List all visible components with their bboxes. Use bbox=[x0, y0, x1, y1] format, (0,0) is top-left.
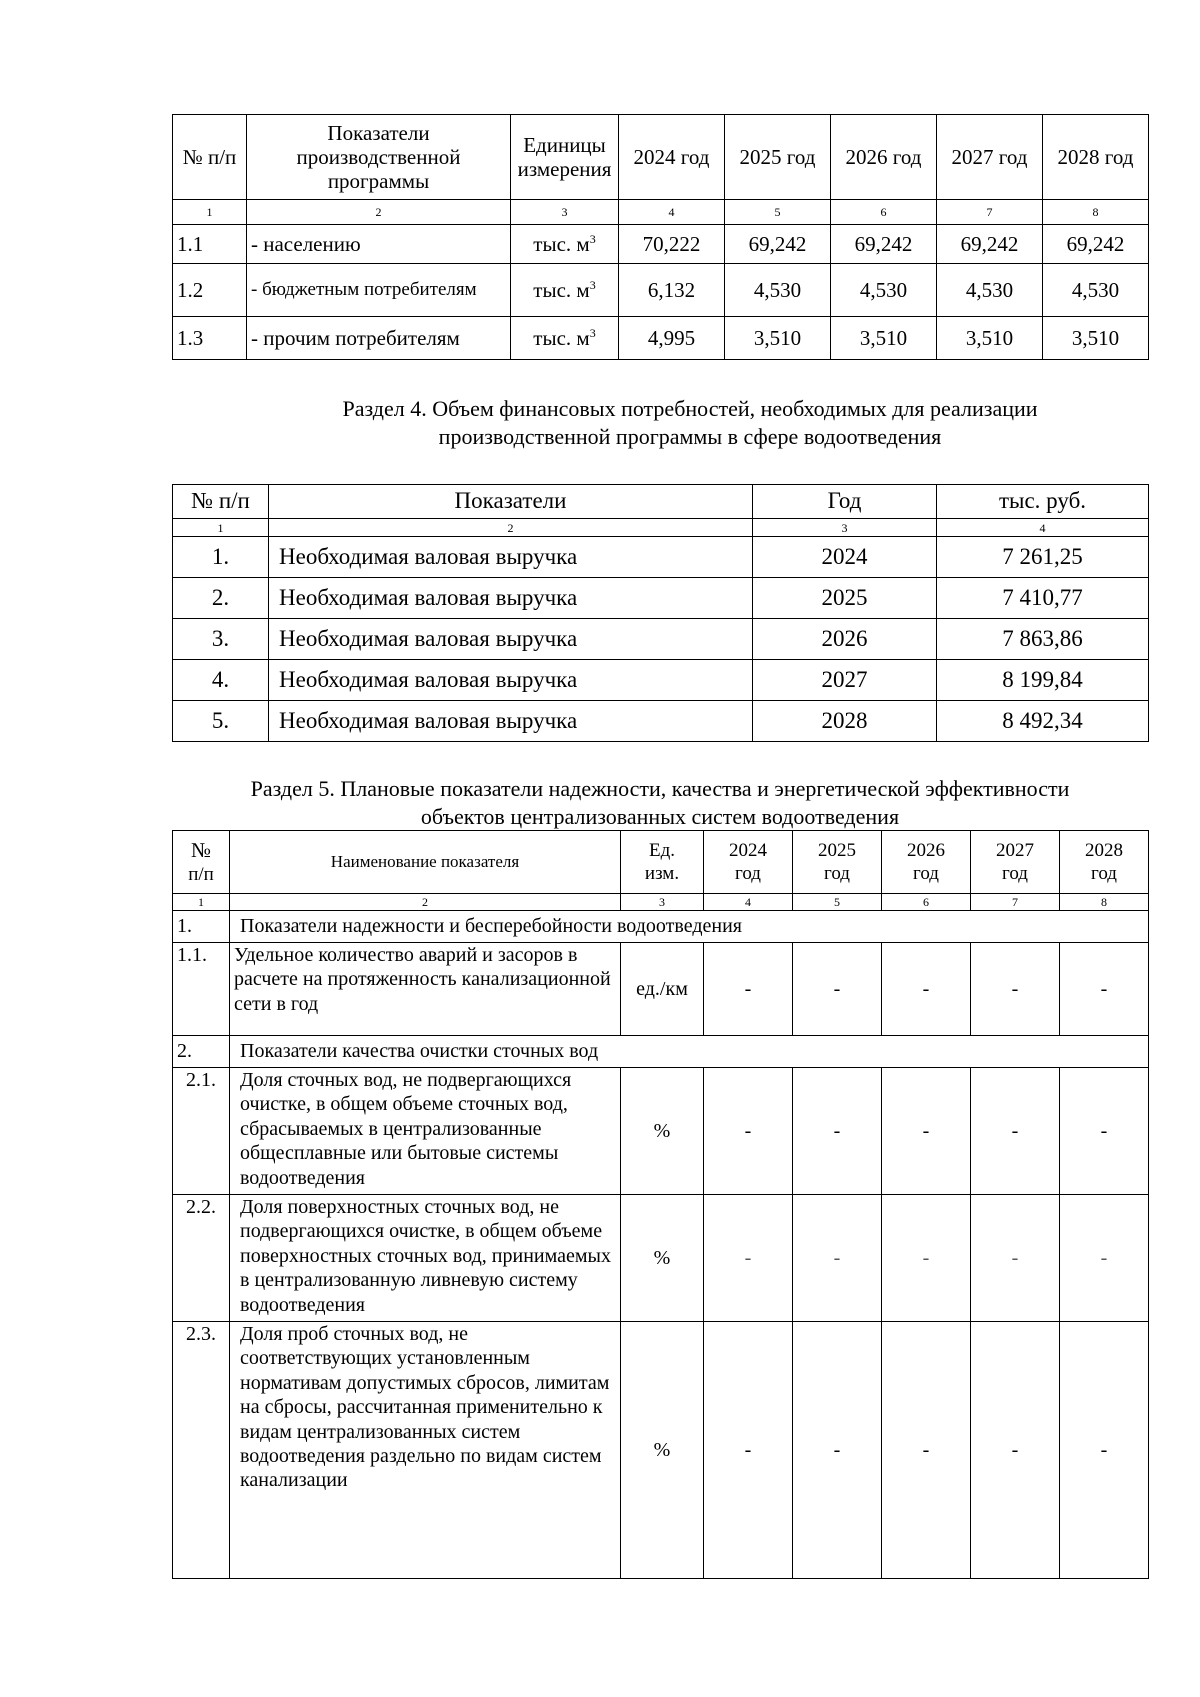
row-unit: тыс. $м^3$ bbox=[511, 264, 619, 317]
column-number: 8 bbox=[1060, 894, 1149, 911]
row-value: - bbox=[882, 1195, 971, 1322]
row-number: 4. bbox=[173, 660, 269, 701]
row-value: 4,530 bbox=[831, 264, 937, 317]
row-value: - bbox=[793, 1068, 882, 1195]
table-header-row bbox=[173, 485, 1149, 519]
header-year: 2025 год bbox=[725, 115, 831, 200]
row-name: Доля сточных вод, не подвергающихся очистке, в общем объеме сточных вод, сбрасываемых в централизованные общесплавные или бытовые системы водоотведения bbox=[230, 1068, 621, 1195]
row-number: 2.3. bbox=[173, 1322, 230, 1579]
reliability-indicators-table bbox=[172, 830, 1149, 1579]
header-year: 2025 год bbox=[793, 831, 882, 894]
header-indicator: Показатели производственной программы bbox=[247, 115, 511, 200]
row-number: 5. bbox=[173, 701, 269, 742]
row-value: 4,530 bbox=[725, 264, 831, 317]
section-5-title-line1: Раздел 5. Плановые показатели надежности, качества и энергетической эффективности bbox=[250, 776, 1070, 801]
header-year: Год bbox=[753, 485, 937, 519]
row-value: 69,242 bbox=[1043, 225, 1149, 264]
row-value: - bbox=[704, 1068, 793, 1195]
table-row bbox=[173, 1195, 1149, 1322]
row-value: - bbox=[704, 1322, 793, 1579]
row-year: 2028 bbox=[753, 701, 937, 742]
header-no: № п/п bbox=[173, 485, 269, 519]
header-unit: Ед. изм. bbox=[621, 831, 704, 894]
row-value: 70,222 bbox=[619, 225, 725, 264]
group-title: Показатели качества очистки сточных вод bbox=[230, 1036, 1149, 1068]
group-title: Показатели надежности и бесперебойности водоотведения bbox=[230, 911, 1149, 943]
group-row bbox=[173, 1036, 1149, 1068]
row-value: 4,530 bbox=[1043, 264, 1149, 317]
column-number: 5 bbox=[725, 200, 831, 225]
row-value: 4,530 bbox=[937, 264, 1043, 317]
table-row bbox=[173, 264, 1149, 317]
row-value: 69,242 bbox=[831, 225, 937, 264]
row-unit: % bbox=[621, 1068, 704, 1195]
row-unit: % bbox=[621, 1195, 704, 1322]
row-number: 2.2. bbox=[173, 1195, 230, 1322]
row-number: 1.2 bbox=[173, 264, 247, 317]
header-year: 2026 год bbox=[831, 115, 937, 200]
table-row bbox=[173, 578, 1149, 619]
table-row bbox=[173, 225, 1149, 264]
header-year: 2026 год bbox=[882, 831, 971, 894]
column-number: 6 bbox=[831, 200, 937, 225]
column-number: 5 bbox=[793, 894, 882, 911]
row-name: Необходимая валовая выручка bbox=[269, 701, 753, 742]
column-number-row bbox=[173, 200, 1149, 225]
table-row bbox=[173, 317, 1149, 360]
table-row bbox=[173, 1068, 1149, 1195]
header-year: 2028 год bbox=[1060, 831, 1149, 894]
row-value: 7 261,25 bbox=[937, 537, 1149, 578]
header-unit: Единицы измерения bbox=[511, 115, 619, 200]
row-number: 1. bbox=[173, 537, 269, 578]
row-value: - bbox=[1060, 1322, 1149, 1579]
section-5-title-line2: объектов централизованных систем водоотведения bbox=[420, 804, 900, 829]
row-value: - bbox=[704, 1195, 793, 1322]
row-value: - bbox=[971, 1068, 1060, 1195]
table-row bbox=[173, 701, 1149, 742]
table-row bbox=[173, 660, 1149, 701]
row-number: 2. bbox=[173, 578, 269, 619]
row-year: 2027 bbox=[753, 660, 937, 701]
row-value: - bbox=[971, 1322, 1060, 1579]
row-value: - bbox=[882, 1068, 971, 1195]
column-number: 4 bbox=[619, 200, 725, 225]
column-number: 1 bbox=[173, 200, 247, 225]
row-value: - bbox=[971, 1195, 1060, 1322]
table-row bbox=[173, 1322, 1149, 1579]
header-year: 2027 год bbox=[937, 115, 1043, 200]
row-name: - прочим потребителям bbox=[247, 317, 511, 360]
row-value: - bbox=[1060, 943, 1149, 1036]
financial-needs-table bbox=[172, 484, 1149, 742]
row-name: Необходимая валовая выручка bbox=[269, 660, 753, 701]
row-value: - bbox=[1060, 1068, 1149, 1195]
row-number: 2.1. bbox=[173, 1068, 230, 1195]
header-no: № п/п bbox=[173, 831, 230, 894]
row-value: 3,510 bbox=[1043, 317, 1149, 360]
row-name: Необходимая валовая выручка bbox=[269, 537, 753, 578]
row-year: 2024 bbox=[753, 537, 937, 578]
row-unit: тыс. $м^3$ bbox=[511, 225, 619, 264]
header-indicators: Показатели bbox=[269, 485, 753, 519]
row-unit: ед./км bbox=[621, 943, 704, 1036]
table-header-row bbox=[173, 115, 1149, 200]
row-number: 1.1 bbox=[173, 225, 247, 264]
row-value: 4,995 bbox=[619, 317, 725, 360]
section-4-title bbox=[190, 395, 1190, 451]
table-header-row bbox=[173, 831, 1149, 894]
row-name: - населению bbox=[247, 225, 511, 264]
row-number: 1.1. bbox=[173, 943, 230, 1036]
row-year: 2026 bbox=[753, 619, 937, 660]
column-number: 1 bbox=[173, 519, 269, 537]
row-value: 69,242 bbox=[937, 225, 1043, 264]
row-unit: % bbox=[621, 1322, 704, 1579]
header-year: 2027 год bbox=[971, 831, 1060, 894]
row-value: 3,510 bbox=[725, 317, 831, 360]
row-value: 7 410,77 bbox=[937, 578, 1149, 619]
row-value: 8 492,34 bbox=[937, 701, 1149, 742]
header-no: № п/п bbox=[173, 115, 247, 200]
row-value: - bbox=[882, 943, 971, 1036]
header-year: 2024 год bbox=[704, 831, 793, 894]
table-row bbox=[173, 943, 1149, 1036]
row-value: - bbox=[704, 943, 793, 1036]
row-year: 2025 bbox=[753, 578, 937, 619]
column-number-row bbox=[173, 519, 1149, 537]
column-number: 7 bbox=[971, 894, 1060, 911]
header-year: 2024 год bbox=[619, 115, 725, 200]
row-value: 3,510 bbox=[937, 317, 1043, 360]
column-number-row bbox=[173, 894, 1149, 911]
section-4-title-line1: Раздел 4. Объем финансовых потребностей, необходимых для реализации bbox=[342, 396, 1038, 421]
row-name: Необходимая валовая выручка bbox=[269, 578, 753, 619]
row-name: Необходимая валовая выручка bbox=[269, 619, 753, 660]
table-row bbox=[173, 619, 1149, 660]
column-number: 4 bbox=[937, 519, 1149, 537]
row-value: 69,242 bbox=[725, 225, 831, 264]
column-number: 1 bbox=[173, 894, 230, 911]
row-value: - bbox=[1060, 1195, 1149, 1322]
section-4-title-line2: производственной программы в сфере водоотведения bbox=[438, 424, 942, 449]
column-number: 6 bbox=[882, 894, 971, 911]
section-5-title bbox=[172, 775, 1148, 831]
row-name: Удельное количество аварий и засоров в расчете на протяженность канализационной сети в год bbox=[230, 943, 621, 1036]
row-value: - bbox=[971, 943, 1060, 1036]
row-value: - bbox=[882, 1322, 971, 1579]
row-name: - бюджетным потребителям bbox=[247, 264, 511, 317]
row-value: 6,132 bbox=[619, 264, 725, 317]
column-number: 3 bbox=[753, 519, 937, 537]
column-number: 2 bbox=[230, 894, 621, 911]
row-number: 1.3 bbox=[173, 317, 247, 360]
group-number: 2. bbox=[173, 1036, 230, 1068]
header-indicator-name: Наименование показателя bbox=[230, 831, 621, 894]
row-name: Доля проб сточных вод, не соответствующих установленным нормативам допустимых сбросов, лимитам на сбросы, рассчитанная применительно к видам централизованных систем водоотведения раздельно по видам систем канализации bbox=[230, 1322, 621, 1579]
row-value: 7 863,86 bbox=[937, 619, 1149, 660]
production-program-table bbox=[172, 114, 1149, 360]
column-number: 3 bbox=[621, 894, 704, 911]
row-name: Доля поверхностных сточных вод, не подвергающихся очистке, в общем объеме поверхностных сточных вод, принимаемых в централизованную ливневую систему водоотведения bbox=[230, 1195, 621, 1322]
row-value: - bbox=[793, 943, 882, 1036]
group-row bbox=[173, 911, 1149, 943]
column-number: 7 bbox=[937, 200, 1043, 225]
row-value: 3,510 bbox=[831, 317, 937, 360]
group-number: 1. bbox=[173, 911, 230, 943]
table-row bbox=[173, 537, 1149, 578]
column-number: 2 bbox=[269, 519, 753, 537]
row-value: - bbox=[793, 1322, 882, 1579]
header-amount: тыс. руб. bbox=[937, 485, 1149, 519]
header-year: 2028 год bbox=[1043, 115, 1149, 200]
column-number: 2 bbox=[247, 200, 511, 225]
row-number: 3. bbox=[173, 619, 269, 660]
column-number: 3 bbox=[511, 200, 619, 225]
row-value: 8 199,84 bbox=[937, 660, 1149, 701]
row-unit: тыс. $м^3$ bbox=[511, 317, 619, 360]
column-number: 8 bbox=[1043, 200, 1149, 225]
row-value: - bbox=[793, 1195, 882, 1322]
column-number: 4 bbox=[704, 894, 793, 911]
